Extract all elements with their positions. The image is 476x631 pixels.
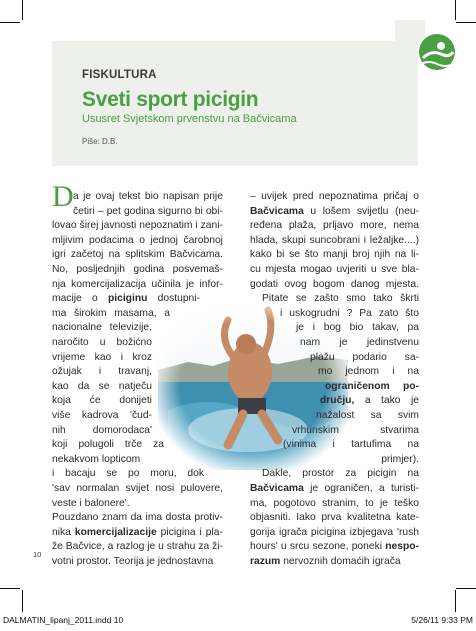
article-line: a je ovaj tekst bio napisan prije — [73, 191, 223, 202]
article-line: hlada, skupi suncobrani i ležaljke....) — [250, 234, 419, 246]
page-number: 10 — [33, 550, 42, 559]
article-line: nacionalne televizije, — [52, 322, 152, 334]
article-line: dručju, a tako je — [320, 395, 419, 407]
article-line: nih domorodaca' — [52, 424, 152, 436]
article-line: Dakle, prostor za picigin na — [262, 468, 419, 480]
article-line: Bačvicama u lošem svijetlu (neu- — [250, 205, 419, 217]
article-line: nam je jedinstvenu — [300, 337, 419, 348]
crop-mark — [455, 590, 456, 612]
article-line: objasniti. Iako prva kvalitetna kate- — [250, 512, 419, 524]
article-line: Bačvicama je ograničen, a turisti- — [250, 483, 419, 494]
article-line: – uvijek pred nepoznatima pričaj o — [250, 191, 419, 202]
section-label: FISKULTURA — [82, 69, 157, 81]
article-line: votni prostor. Teorija je jednostavna — [52, 556, 214, 567]
article-line: naročito u božićno — [52, 337, 152, 348]
article-line: (vinima i tartufima na — [283, 439, 419, 451]
article-line: lovao širej javnosti nepoznatim i zani- — [52, 220, 223, 232]
article-line: četiri – pet godina sigurno bi obi- — [73, 205, 223, 217]
crop-mark — [0, 588, 20, 589]
article-line: macije o piciginu dostupni- — [52, 293, 200, 305]
article-line: Pouzdano znam da ima dosta protiv- — [52, 512, 223, 524]
article-line: Pitate se zašto smo tako škrti — [262, 293, 419, 305]
footer-timestamp: 5/26/11 9:33 PM — [411, 615, 473, 625]
footer-file-info: DALMATIN_lipanj_2011.indd 10 — [3, 615, 124, 625]
crop-mark — [22, 590, 23, 612]
article-line: No, posljednjih godina posvemaš- — [52, 264, 223, 275]
article-line: kao da se natječu — [52, 380, 152, 392]
article-line: i bacaju se po moru, dok — [52, 468, 204, 480]
article-line: je i bog bio takav, pa — [296, 322, 419, 334]
crop-mark — [456, 588, 476, 589]
article-line: vrhunskim stvarima — [292, 424, 419, 436]
article-line: veste i balonere'. — [52, 497, 130, 509]
article-line: kako bi se što manji broj njih na li- — [250, 249, 419, 261]
swimmer-icon — [405, 24, 465, 84]
article-line: koja će donijeti — [52, 395, 152, 407]
article-line: gorija igrača picigina izbjegava 'rush — [250, 526, 419, 538]
article-line: i uskogrudni ? Pa zato što — [280, 307, 419, 319]
crop-mark — [0, 22, 20, 23]
article-line: nekakvom lopticom — [52, 453, 141, 465]
article-line: više kadrova 'čud- — [52, 410, 152, 421]
crop-mark — [22, 0, 23, 20]
article-line: hours' u srcu sezone, poneki nespo- — [250, 541, 419, 553]
article-line: mljivim podacima o jednoj čarobnoj — [52, 234, 223, 246]
article-line: nika komercijalizacije picigina i pla- — [52, 526, 223, 538]
article-author: Piše: D.B. — [82, 137, 118, 146]
article-line: vrijeme kao i kroz — [52, 351, 152, 363]
drop-cap: D — [52, 180, 74, 213]
article-line: ma širokim masama, a — [52, 307, 170, 319]
article-line: koji polugoli trče za — [52, 439, 164, 451]
article-line: 'sav normalan svijet nosi pulovere, — [52, 483, 223, 494]
article-line: primjer). — [381, 453, 419, 465]
article-line: nja komercijalizacija učinila je infor- — [52, 278, 223, 290]
article-line: razum nervoznih domaćih igrača — [250, 556, 401, 567]
article-line: nažalost sa svim — [316, 410, 419, 421]
crop-mark — [455, 0, 456, 20]
article-line: ograničenom po- — [325, 380, 419, 392]
article-line: ma, pogotovo stranim, to je teško — [250, 497, 419, 509]
article-title: Sveti sport picigin — [82, 88, 259, 111]
article-line: že Bačvice, a razlog je u strahu za ži- — [52, 541, 223, 553]
article-line: ožujak i travanj, — [52, 366, 152, 378]
article-line: cu mjesta mogao uvjeriti u sve bla- — [250, 264, 419, 275]
article-line: plažu podario sa- — [310, 351, 419, 363]
article-line: ređena plaža, prljavo more, nema — [250, 220, 419, 232]
article-line: godati ovog bogom danog mjesta. — [250, 278, 419, 290]
article-subtitle: Ususret Svjetskom prvenstvu na Bačvicama — [82, 113, 297, 125]
crop-mark — [456, 22, 476, 23]
article-line: mo jednom i na — [318, 366, 419, 378]
article-line: igri začetoj na splitskim Bačvicama. — [52, 249, 223, 261]
